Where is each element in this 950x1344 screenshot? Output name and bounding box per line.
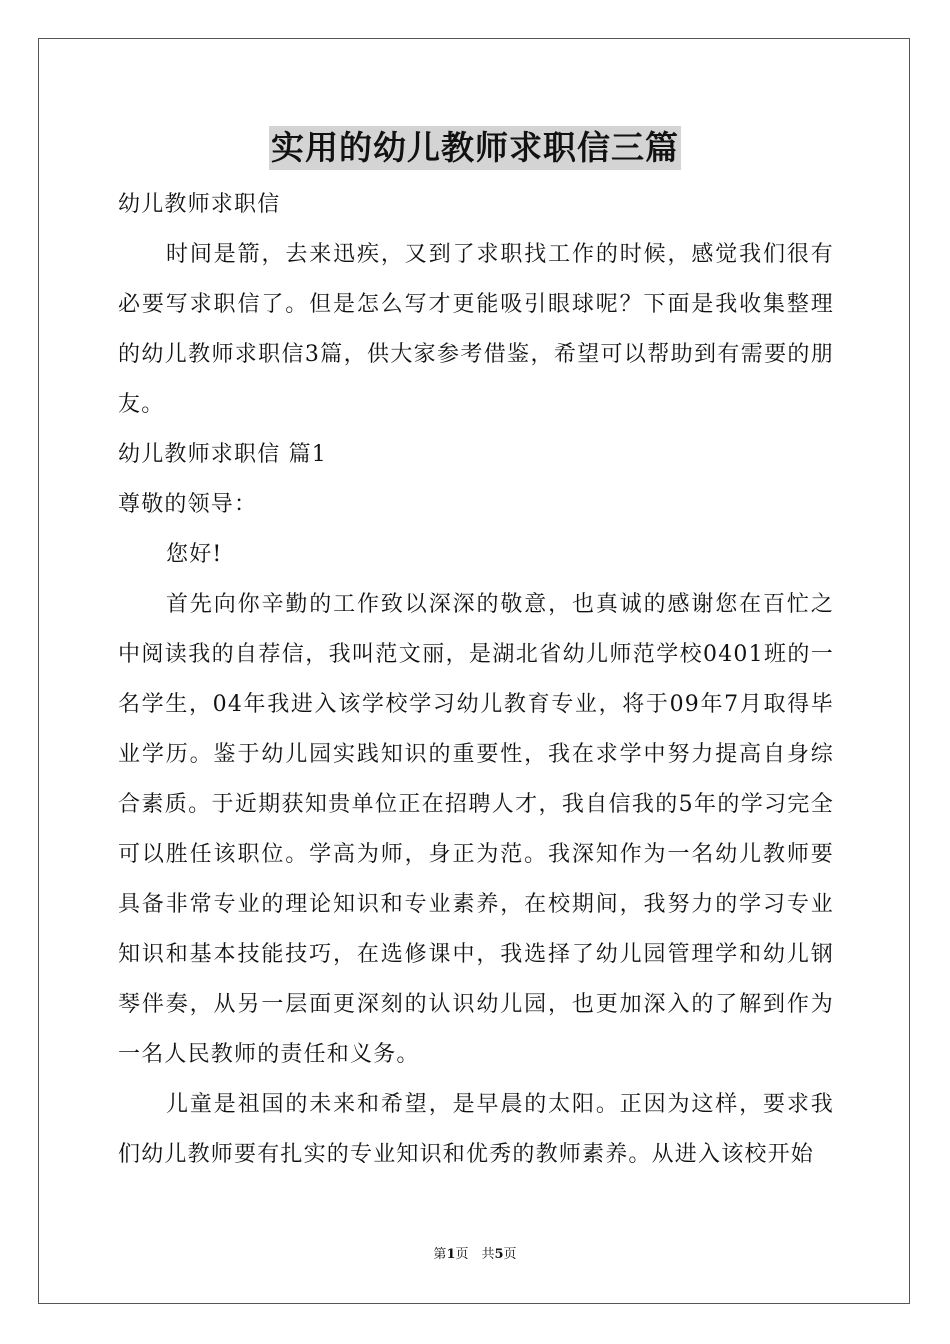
body-paragraph-1: 首先向你辛勤的工作致以深深的敬意，也真诚的感谢您在百忙之中阅读我的自荐信，我叫范文丽，是湖北省幼儿师范学校0401班的一名学生，04年我进入该学校学习幼儿教育专业，将于09年7月取得毕业学历。鉴于幼儿园实践知识的重要性，我在求学中努力提高自身综合素质。于近期获知贵单位正在招聘人才，我自信我的5年的学习完全可以胜任该职位。学高为师，身正为范。我深知作为一名幼儿教师要具备非常专业的理论知识和专业素养，在校期间，我努力的学习专业知识和基本技能技巧，在选修课中，我选择了幼儿园管理学和幼儿钢琴伴奏，从另一层面更深刻的认识幼儿园，也更加深入的了解到作为一名人民教师的责任和义务。 [118, 592, 834, 1067]
footer-mid: 页 共 [455, 1247, 495, 1262]
footer-page-current: 1 [446, 1247, 456, 1262]
page-footer [0, 1246, 950, 1264]
footer-prefix: 第 [433, 1247, 447, 1262]
document-body [118, 180, 834, 1180]
title-wrap [0, 126, 950, 170]
salutation: 尊敬的领导： [118, 492, 258, 517]
letter-heading: 幼儿教师求职信 篇1 [118, 442, 327, 467]
section-heading: 幼儿教师求职信 [118, 192, 281, 217]
body-paragraph-2: 儿童是祖国的未来和希望，是早晨的太阳。正因为这样，要求我们幼儿教师要有扎实的专业知识和优秀的教师素养。从进入该校开始 [118, 1092, 834, 1167]
footer-page-total: 5 [494, 1247, 504, 1262]
intro-paragraph: 时间是箭，去来迅疾，又到了求职找工作的时候，感觉我们很有必要写求职信了。但是怎么写才更能吸引眼球呢？下面是我收集整理的幼儿教师求职信3篇，供大家参考借鉴，希望可以帮助到有需要的朋友。 [118, 242, 834, 417]
greeting: 您好! [166, 542, 223, 567]
document-title: 实用的幼儿教师求职信三篇 [269, 126, 681, 170]
footer-suffix: 页 [503, 1247, 517, 1262]
